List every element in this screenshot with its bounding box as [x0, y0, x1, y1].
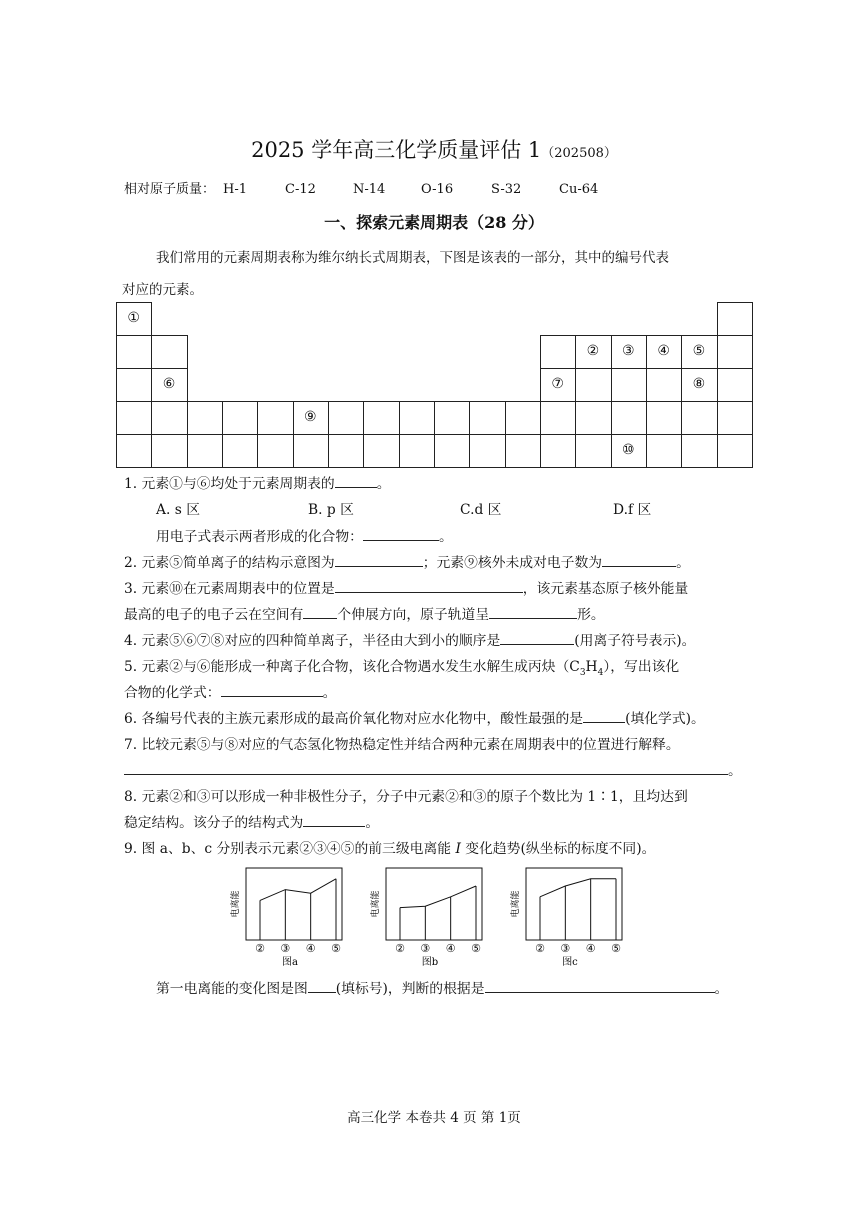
table-cell: [328, 401, 364, 435]
table-cell: [293, 434, 329, 468]
question-8-cont: [124, 811, 379, 831]
chart-c-caption: 图c: [562, 957, 578, 968]
mass-o: O-16: [421, 182, 454, 197]
chart-b-tick-label: ②: [395, 942, 405, 955]
chart-b-series-line: [400, 886, 476, 908]
question-7: 7. 比较元素⑤与⑧对应的气态氢化物热稳定性并结合两种元素在周期表中的位置进行解释。: [124, 737, 680, 753]
q1-blank[interactable]: [335, 473, 377, 488]
q1-text: 1. 元素①与⑥均处于元素周期表的: [124, 476, 335, 492]
table-cell: [469, 401, 505, 435]
table-cell: [222, 434, 258, 468]
q1-sub-blank[interactable]: [363, 526, 439, 541]
page-footer: 高三化学 本卷共 4 页 第 1页: [347, 1110, 521, 1126]
mass-h: H-1: [223, 182, 248, 197]
periodic-table: [116, 302, 752, 467]
q5-blank[interactable]: [221, 682, 323, 697]
table-cell: [151, 434, 187, 468]
q9-text-c: 第一电离能的变化图是图: [156, 981, 308, 997]
table-cell: [151, 401, 187, 435]
q5-h: H: [585, 659, 598, 675]
q5-text-c: 合物的化学式：: [124, 685, 221, 701]
chart-a-caption: 图a: [282, 957, 298, 968]
table-cell: [717, 434, 753, 468]
table-cell: [575, 434, 611, 468]
chart-c-tick-label: ⑤: [611, 942, 621, 955]
masses-label: 相对原子质量：: [124, 182, 216, 197]
q2-text-b: ；元素⑨核外未成对电子数为: [422, 555, 603, 571]
chart-a-ylabel: 电离能: [231, 890, 241, 918]
q3-blank-3[interactable]: [489, 604, 577, 619]
chart-b-ylabel: 电离能: [371, 890, 381, 918]
question-7-answer: [124, 759, 742, 779]
table-cell: [399, 401, 435, 435]
title-suffix: （202508）: [541, 146, 617, 161]
q5-end: 。: [322, 685, 337, 701]
q1-end: 。: [376, 476, 391, 492]
chart-b-caption: 图b: [421, 957, 439, 968]
question-9: [124, 837, 655, 857]
mass-s: S-32: [491, 182, 522, 197]
question-4: [124, 629, 695, 649]
table-cell: [151, 335, 187, 369]
q3-text-c: 最高的电子的电子云在空间有: [124, 607, 304, 623]
title-main: 2025 学年高三化学质量评估 1: [251, 138, 542, 162]
table-cell: [540, 434, 576, 468]
table-cell: [363, 401, 399, 435]
table-cell: [611, 401, 647, 435]
q1-sub-text: 用电子式表示两者形成的化合物：: [156, 529, 363, 545]
chart-c-ylabel: 电离能: [511, 890, 521, 918]
q3-end: 形。: [577, 607, 605, 623]
table-cell: [187, 401, 223, 435]
chart-a-tick-label: ②: [255, 942, 265, 955]
q2-end: 。: [676, 555, 690, 571]
table-cell: [116, 368, 152, 402]
table-cell: [646, 368, 682, 402]
q5-text-b: ），写出该化: [603, 659, 680, 675]
table-cell: [646, 401, 682, 435]
element-mark-3: ③: [621, 343, 635, 359]
table-cell: [399, 434, 435, 468]
q2-blank-1[interactable]: [335, 552, 423, 567]
q4-blank[interactable]: [500, 630, 574, 645]
chart-c: [506, 862, 646, 970]
q9-text-a: 9. 图 a、b、c 分别表示元素②③④⑤的前三级电离能: [124, 841, 456, 857]
intro-line-1: 我们常用的元素周期表称为维尔纳长式周期表，下图是该表的一部分，其中的编号代表: [156, 250, 669, 266]
element-mark-7: ⑦: [551, 376, 564, 392]
q3-blank-1[interactable]: [335, 578, 523, 593]
table-cell: [717, 335, 753, 369]
q7-end: 。: [728, 763, 742, 779]
q5-sub-4: 4: [597, 667, 604, 678]
atomic-masses: [124, 178, 598, 197]
section-heading: 一、探索元素周期表（28 分）: [324, 213, 544, 232]
chart-b-tick-label: ④: [445, 942, 456, 955]
table-cell: [222, 401, 258, 435]
table-cell: [116, 434, 152, 468]
table-cell: [681, 434, 717, 468]
q9-italic: I: [455, 841, 461, 857]
question-3: [124, 577, 688, 597]
q2-text-a: 2. 元素⑤简单离子的结构示意图为: [124, 555, 335, 571]
chart-a-tick-label: ③: [280, 942, 291, 955]
element-mark-10: ⑩: [621, 442, 635, 458]
chart-c-tick-label: ④: [585, 942, 596, 955]
question-5-cont: [124, 681, 336, 701]
table-cell: [540, 401, 576, 435]
q6-text-b: (填化学式)。: [625, 711, 705, 727]
question-9-answer: [156, 977, 728, 997]
question-2: [124, 551, 690, 571]
mass-c: C-12: [285, 182, 316, 197]
table-cell: [717, 302, 753, 336]
element-mark-6: ⑥: [162, 376, 176, 392]
table-cell: [540, 335, 576, 369]
q3-text-d: 个伸展方向，原子轨道呈: [337, 607, 490, 623]
q8-end: 。: [365, 815, 380, 831]
table-cell: [717, 401, 753, 435]
q1-option-a[interactable]: A. s 区: [156, 502, 200, 518]
q1-option-b[interactable]: B. p 区: [308, 502, 354, 518]
chart-c-tick-label: ③: [560, 942, 571, 955]
intro-line-2: 对应的元素。: [122, 282, 203, 298]
q1-option-d[interactable]: D.f 区: [613, 502, 652, 518]
table-cell: [505, 401, 541, 435]
q8-text-b: 稳定结构。该分子的结构式为: [124, 815, 304, 831]
q4-text-b: (用离子符号表示)。: [574, 633, 696, 649]
q7-blank[interactable]: [124, 760, 728, 775]
q1-sub: [156, 525, 453, 545]
chart-a-tick-label: ⑤: [331, 942, 341, 955]
element-mark-2: ②: [586, 343, 600, 359]
mass-n: N-14: [353, 182, 386, 197]
question-6: [124, 707, 705, 727]
element-mark-8: ⑧: [692, 376, 706, 392]
chart-c-tick-label: ②: [535, 942, 545, 955]
element-mark-1: ①: [127, 310, 140, 326]
table-cell: [575, 401, 611, 435]
chart-b: [366, 862, 506, 970]
table-cell: [434, 434, 470, 468]
question-8: 8. 元素②和③可以形成一种非极性分子，分子中元素②和③的原子个数比为 1∶1，且均达到: [124, 789, 688, 805]
table-cell: [681, 401, 717, 435]
q8-blank[interactable]: [303, 812, 365, 827]
question-1: [124, 472, 391, 492]
table-cell: [328, 434, 364, 468]
table-cell: [257, 434, 293, 468]
table-cell: [187, 434, 223, 468]
chart-c-series-line: [540, 879, 616, 897]
q4-text-a: 4. 元素⑤⑥⑦⑧对应的四种简单离子，半径由大到小的顺序是: [124, 633, 501, 649]
table-cell: [363, 434, 399, 468]
q6-blank[interactable]: [583, 708, 625, 723]
table-cell: [717, 368, 753, 402]
q1-sub-end: 。: [438, 529, 453, 545]
chart-a-tick-label: ④: [305, 942, 316, 955]
q9-end: 。: [714, 981, 729, 997]
element-mark-9: ⑨: [304, 409, 317, 425]
chart-a: [226, 862, 366, 970]
question-5: [124, 655, 679, 678]
q9-blank-2[interactable]: [485, 978, 715, 993]
element-mark-4: ④: [657, 343, 670, 359]
q9-text-b: 变化趋势(纵坐标的标度不同)。: [460, 841, 656, 857]
q1-option-c[interactable]: C.d 区: [460, 502, 502, 518]
q9-text-d: (填标号)，判断的根据是: [335, 981, 485, 997]
table-cell: [257, 401, 293, 435]
q3-blank-2[interactable]: [303, 604, 337, 619]
table-cell: [434, 401, 470, 435]
q9-blank-1[interactable]: [308, 978, 336, 993]
q3-text-b: ，该元素基态原子核外能量: [522, 581, 689, 597]
q2-blank-2[interactable]: [602, 552, 676, 567]
table-cell: [611, 368, 647, 402]
q5-text-a: 5. 元素②与⑥能形成一种离子化合物，该化合物遇水发生水解生成丙炔（C: [124, 659, 580, 675]
table-cell: [505, 434, 541, 468]
q5-sub-3: 3: [579, 667, 586, 678]
table-cell: [116, 335, 152, 369]
question-3-cont: [124, 603, 605, 623]
element-mark-5: ⑤: [692, 343, 706, 359]
table-cell: [116, 401, 152, 435]
table-cell: [469, 434, 505, 468]
q3-text-a: 3. 元素⑩在元素周期表中的位置是: [124, 581, 335, 597]
chart-a-series-line: [260, 879, 336, 901]
q6-text-a: 6. 各编号代表的主族元素形成的最高价氧化物对应水化物中，酸性最强的是: [124, 711, 584, 727]
table-cell: [646, 434, 682, 468]
table-cell: [575, 368, 611, 402]
mass-cu: Cu-64: [559, 182, 599, 197]
page-title: [0, 134, 868, 164]
chart-b-tick-label: ③: [420, 942, 431, 955]
chart-b-tick-label: ⑤: [471, 942, 481, 955]
